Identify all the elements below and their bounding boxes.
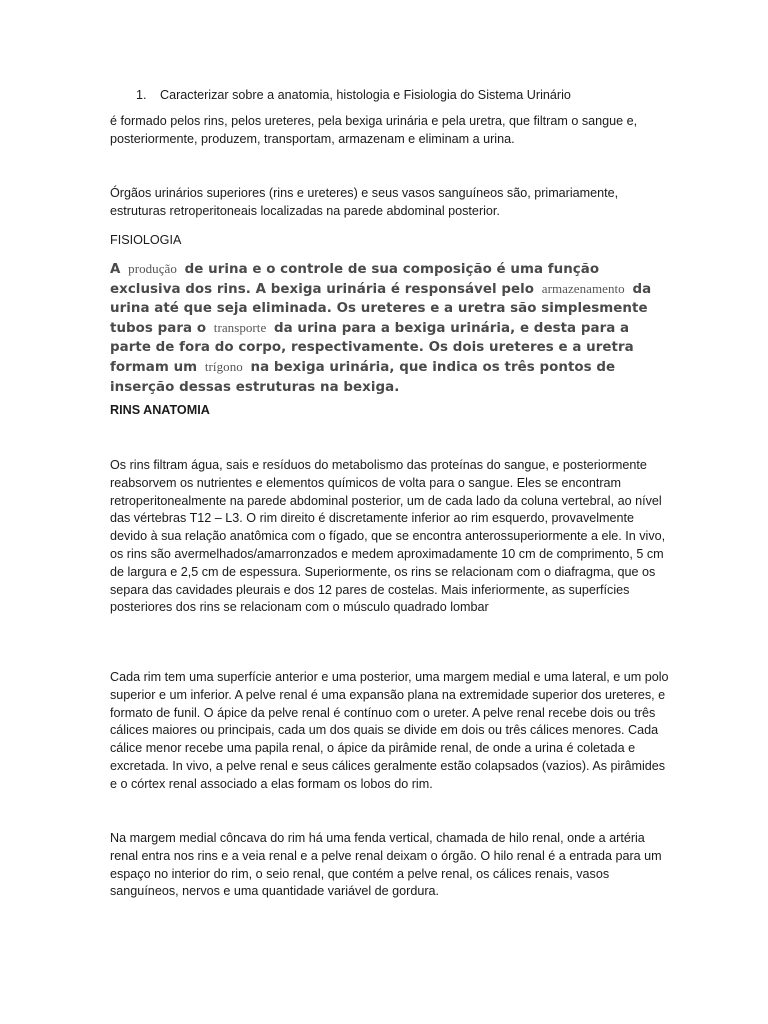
intro-paragraph-1: é formado pelos rins, pelos ureteres, pela bexiga urinária e pela uretra, que filtram o sangue e, posteriormente, produzem, transportam, armazenam e eliminam a urina. [110,114,638,146]
rins-paragraph-2: Cada rim tem uma superfície anterior e uma posterior, uma margem medial e uma lateral, e um polo superior e um inferior. A pelve renal é uma expansão plana na extremidade superior dos ureteres, e formato de funil. O ápice da pelve renal é contínuo com o ureter. A pelve renal recebe dois ou três cálices maiores ou principais, cada um dos quais se divide em dois ou três cálices menores. Cada cálice menor recebe uma papila renal, o ápice da pirâmide renal, de onde a urina é coletada e excretada. In vivo, a pelve renal e seus cálices geralmente estão colapsados (vazios). As pirâmides e o córtex renal associado a elas formam os lobos do rim. [110,670,669,791]
rins-paragraph-1: Os rins filtram água, sais e resíduos do metabolismo das proteínas do sangue, e posteriormente reabsorvem os nutrientes e elementos químicos de volta para o sangue. Eles se encontram retroperitonealmente na parede abdominal posterior, um de cada lado da coluna vertebral, ao nível das vértebras T12 – L3. O rim direito é discretamente inferior ao rim esquerdo, provavelmente devido à sua relação anatômica com o fígado, que se encontra anterossuperiormente a ele. In vivo, os rins são avermelhados/amarronzados e medem aproximadamente 10 cm de comprimento, 5 cm de largura e 2,5 cm de espessura. Superiormente, os rins se relacionam com o diafragma, que os separa das cavidades pleurais e dos 12 pares de costelas. Mais inferiormente, as superfícies posteriores dos rins se relacionam com o músculo quadrado lombar [110,458,666,615]
fisiologia-heading: FISIOLOGIA [110,233,182,247]
term-transporte: transporte [213,320,267,336]
fisiologia-segment-2: de urina e o controle de sua composição é uma função exclusiva dos rins. A bexiga urinária é responsável pelo [110,262,600,298]
term-armazenamento: armazenamento [541,281,625,297]
term-trigono: trígono [204,359,243,375]
term-producao: produção [128,261,177,276]
fisiologia-segment-5: na bexiga urinária, que indica os três pontos de inserção dessas estruturas na bexiga. [110,360,616,395]
fisiologia-segment-3: da urina até que seja eliminada. Os ureteres e a uretra são simplesmente tubos para o [110,282,652,337]
rins-paragraph-3: Na margem medial côncava do rim há uma fenda vertical, chamada de hilo renal, onde a artéria renal entra nos rins e a veia renal e a pelve renal deixam o órgão. O hilo renal é a entrada para um espaço no interior do rim, o seio renal, que contém a pelve renal, os cálices renais, vasos sanguíneos, nervos e uma quantidade variável de gordura. [110,831,662,899]
fisiologia-segment-1: A [110,262,121,277]
list-item-text: Caracterizar sobre a anatomia, histologia e Fisiologia do Sistema Urinário [160,88,571,102]
fisiologia-paragraph [110,259,666,397]
intro-paragraph-2: Órgãos urinários superiores (rins e ureteres) e seus vasos sanguíneos são, primariamente, estruturas retroperitoneais localizadas na parede abdominal posterior. [110,186,619,218]
numbered-list-item [136,87,571,104]
fisiologia-segment-4: da urina para a bexiga urinária, e desta para a parte de fora do corpo, respectivamente. Os dois ureteres e a uretra formam um [110,321,634,376]
rins-anatomia-heading: RINS ANATOMIA [110,403,210,417]
list-number: 1. [136,88,147,102]
